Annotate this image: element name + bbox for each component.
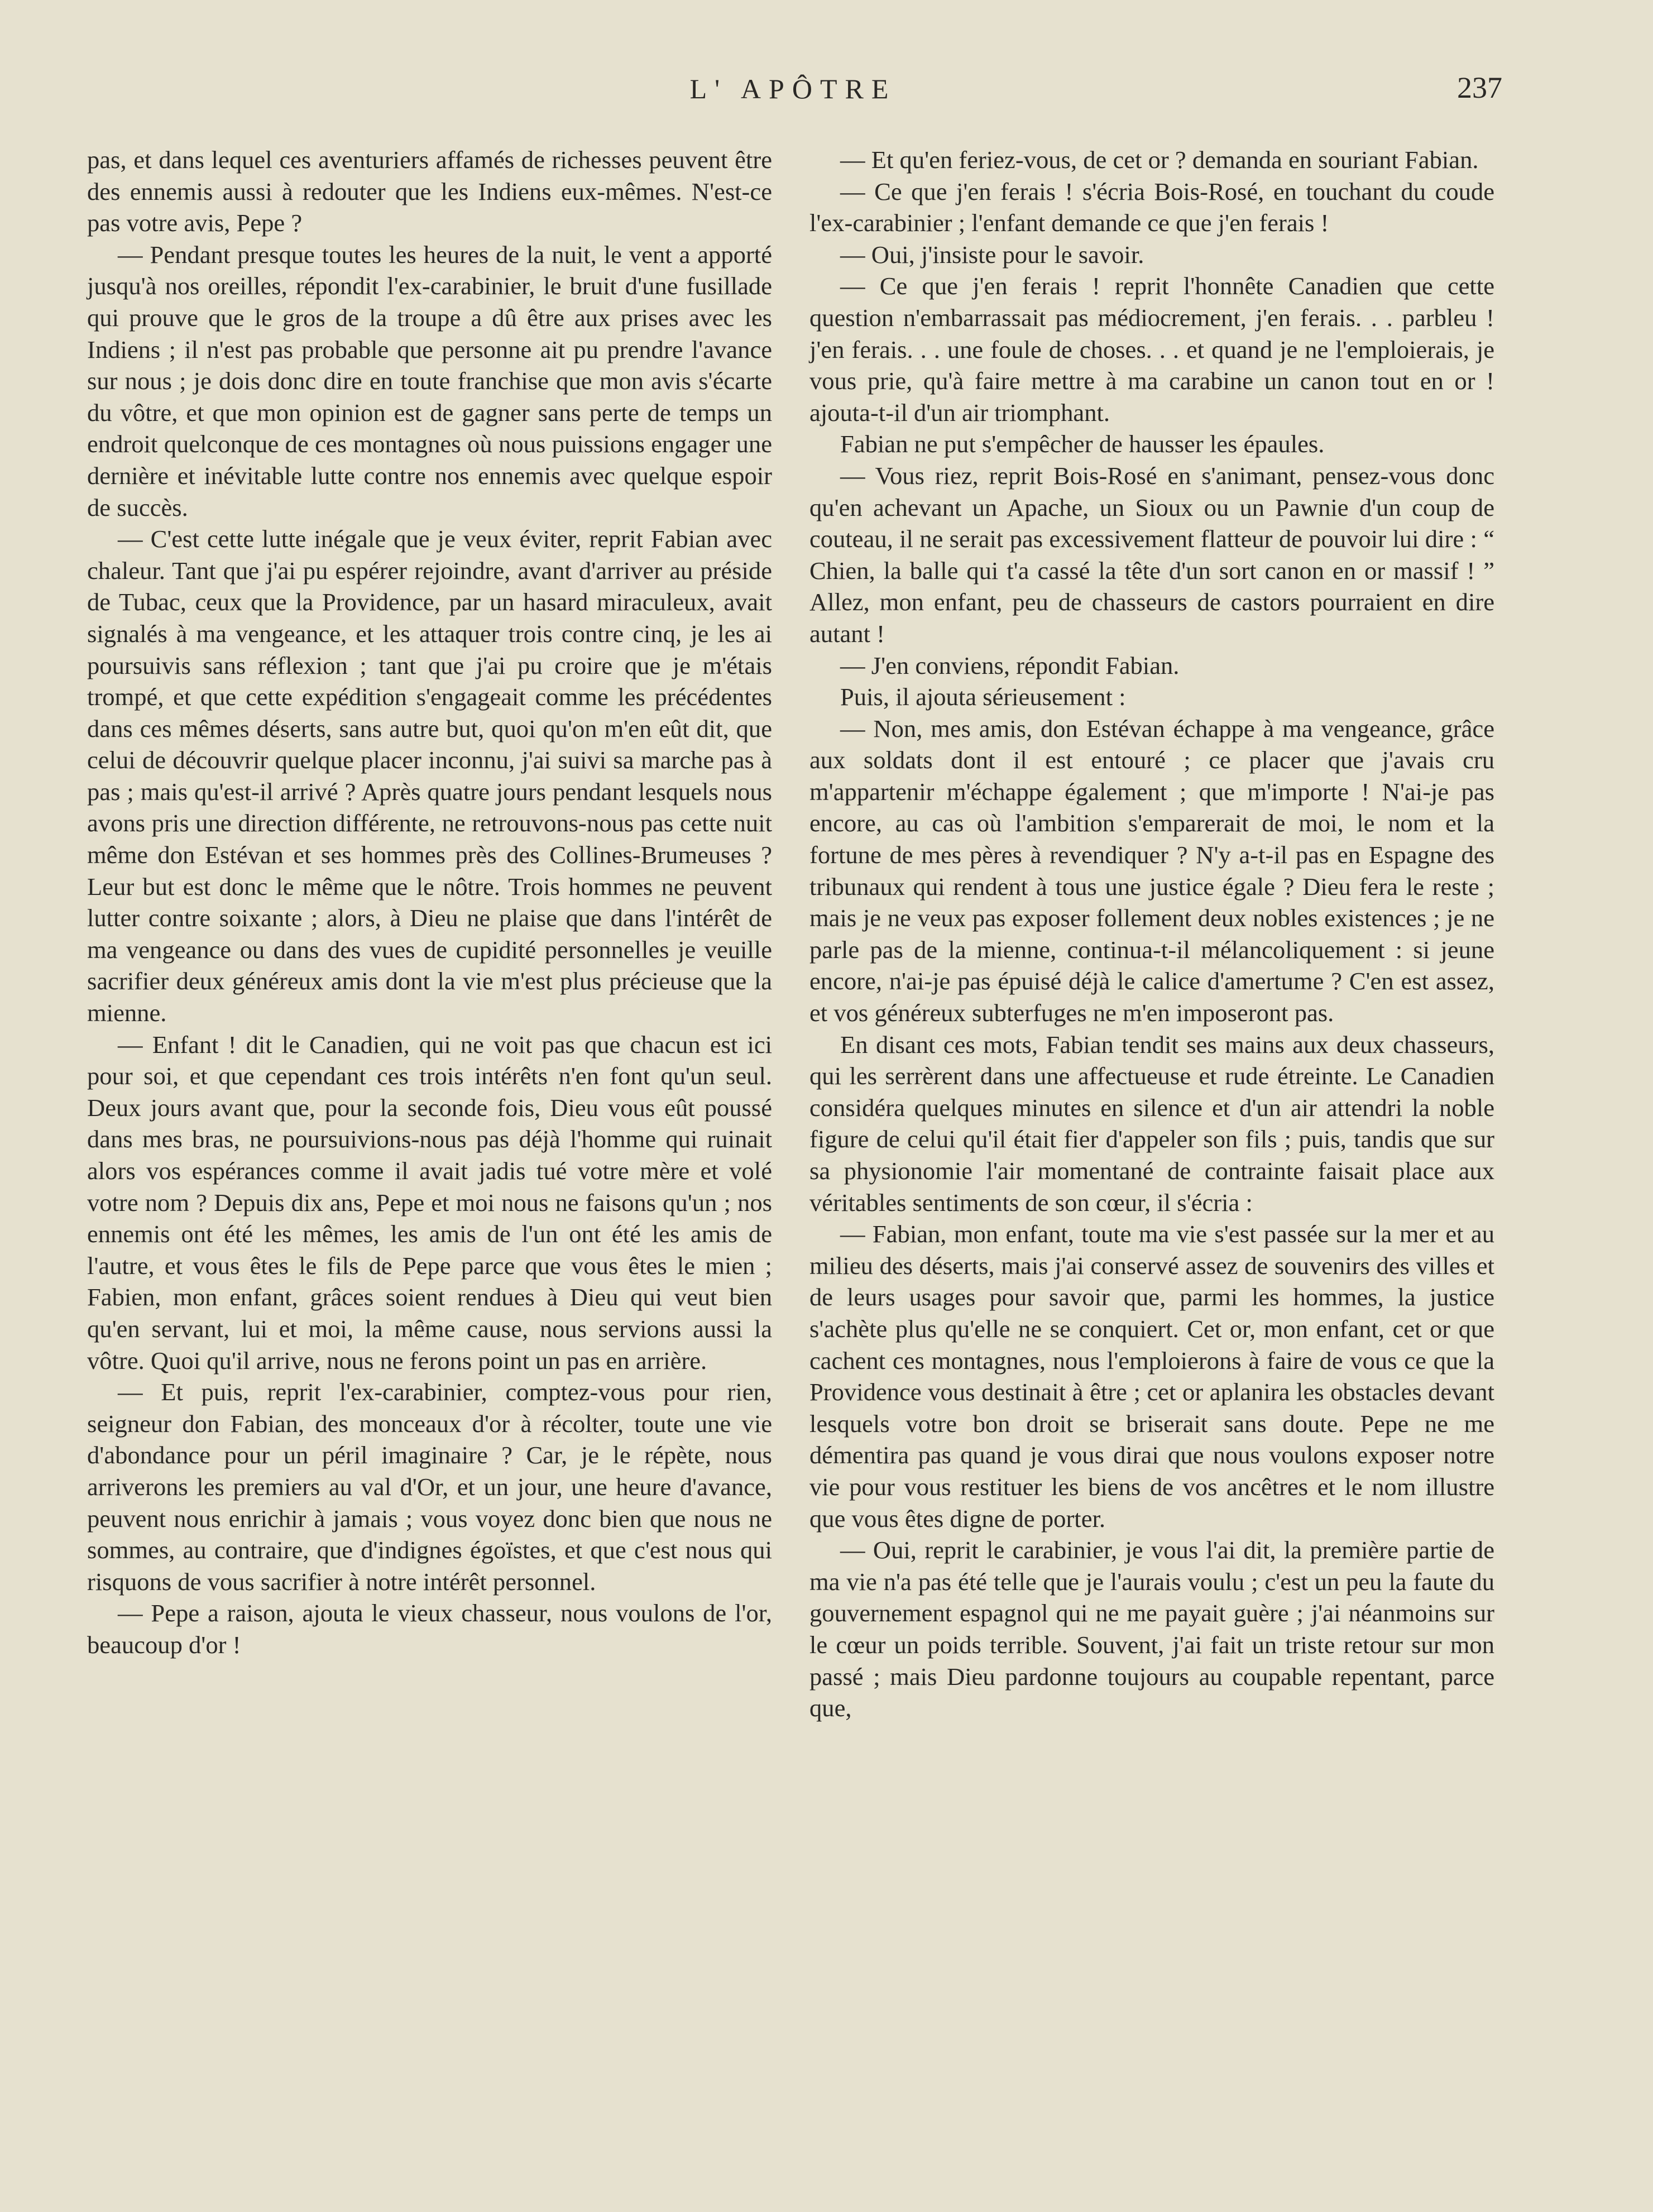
paragraph: — Pendant presque toutes les heures de la nuit, le vent a apporté jusqu'à nos oreilles, répondit l'ex-carabinier, le bruit d'une fusillade qui prouve que le gros de la troupe a dû être aux prises avec les Indiens ; il n'est pas probable que personne ait pu prendre l'avance sur nous ; je dois donc dire en toute franchise que mon avis s'écarte du vôtre, et que mon opinion est de gagner sans perte de temps un endroit quelconque de ces montagnes où nous puissions engager une dernière et inévitable lutte contre nos ennemis avec quelque espoir de succès. xyxy=(87,240,772,521)
paragraph: — Et qu'en feriez-vous, de cet or ? demanda en souriant Fabian. xyxy=(840,146,1479,174)
paragraph: — Pepe a raison, ajouta le vieux chasseur, nous voulons de l'or, beaucoup d'or ! xyxy=(87,1599,772,1659)
paragraph: — Oui, reprit le carabinier, je vous l'ai dit, la première partie de ma vie n'a pas été telle que je l'aurais voulu ; c'est un peu la faute du gouvernement espagnol qui ne me payait guère ; j'ai néanmoins sur le cœur un poids terrible. Souvent, j'ai fait un triste retour sur mon passé ; mais Dieu pardonne toujours au coupable repentant, parce que, xyxy=(809,1536,1494,1722)
running-title: L' APÔTRE xyxy=(689,73,897,104)
paragraph: Fabian ne put s'empêcher de hausser les épaules. xyxy=(840,430,1325,458)
page-number: 237 xyxy=(1457,71,1502,104)
paragraph: pas, et dans lequel ces aventuriers affamés de richesses peuvent être des ennemis aussi à redouter que les Indiens eux-mêmes. N'est-ce pas votre avis, Pepe ? xyxy=(87,146,772,237)
paragraph: En disant ces mots, Fabian tendit ses mains aux deux chasseurs, qui les serrèrent dans une affectueuse et rude étreinte. Le Canadien considéra quelques minutes en silence et d'un air attendri la noble figure de celui qu'il était fier d'appeler son fils ; puis, tandis que sur sa physionomie l'air momentané de contrainte faisait place aux véritables sentiments de son cœur, il s'écria : xyxy=(809,1030,1494,1217)
paragraph: — C'est cette lutte inégale que je veux éviter, reprit Fabian avec chaleur. Tant que j'ai pu espérer rejoindre, avant d'arriver au préside de Tubac, ceux que la Providence, par un hasard miraculeux, avait signalés à ma vengeance, et les attaquer trois contre cinq, je les ai poursuivis sans réflexion ; tant que j'ai pu croire que je m'étais trompé, et que cette expédition s'engageait comme les précédentes dans ces mêmes déserts, sans autre but, quoi qu'on m'en eût dit, que celui de découvrir quelque placer inconnu, j'ai suivi sa marche pas à pas ; mais qu'est-il arrivé ? Après quatre jours pendant lesquels nous avons pris une direction différente, ne retrouvons-nous pas cette nuit même don Estévan et ses hommes près des Collines-Brumeuses ? Leur but est donc le même que le nôtre. Trois hommes ne peuvent lutter contre soixante ; alors, à Dieu ne plaise que dans l'intérêt de ma vengeance ou dans des vues de cupidité personnelles je veuille sacrifier deux généreux amis dont la vie m'est plus précieuse que la mienne. xyxy=(87,525,772,1027)
paragraph: — Fabian, mon enfant, toute ma vie s'est passée sur la mer et au milieu des déserts, mais j'ai conservé assez de souvenirs des villes et de leurs usages pour savoir que, parmi les hommes, la justice s'achète plus qu'elle ne se conquiert. Cet or, mon enfant, cet or que cachent ces montagnes, nous l'emploierons à faire de vous ce que la Providence vous destinait à être ; cet or aplanira les obstacles devant lesquels votre bon droit se briserait sans doute. Pepe ne me démentira pas quand je vous dirai que nous voulons exposer notre vie pour vous restituer les biens de vos ancêtres et le nom illustre que vous êtes digne de porter. xyxy=(809,1220,1494,1533)
paragraph: — Oui, j'insiste pour le savoir. xyxy=(840,240,1144,269)
paragraph: — Et puis, reprit l'ex-carabinier, comptez-vous pour rien, seigneur don Fabian, des monceaux d'or à récolter, toute une vie d'abondance pour un péril imaginaire ? Car, je le répète, nous arriverons les premiers au val d'Or, et un jour, une heure d'avance, peuvent nous enrichir à jamais ; vous voyez donc bien que nous ne sommes, au contraire, que d'indignes égoïstes, et que c'est nous qui risquons de vous sacrifier à notre intérêt personnel. xyxy=(87,1378,772,1596)
paragraph: — Ce que j'en ferais ! s'écria Bois-Rosé, en touchant du coude l'ex-carabinier ; l'enfant demande ce que j'en ferais ! xyxy=(809,177,1494,237)
page-header xyxy=(84,66,1502,116)
left-text-column xyxy=(87,144,772,1661)
paragraph: — Non, mes amis, don Estévan échappe à ma vengeance, grâce aux soldats dont il est entouré ; ce placer que j'avais cru m'appartenir m'échappe également ; que m'importe ! N'ai-je pas encore, au cas où l'ambition s'emparerait de moi, le nom et la fortune de mes pères à revendiquer ? N'y a-t-il pas en Espagne des tribunaux qui rendent à tous une justice égale ? Dieu fera le reste ; mais je ne veux pas exposer follement deux nobles existences ; je ne parle pas de la mienne, continua-t-il mélancoliquement : si jeune encore, n'ai-je pas épuisé déjà le calice d'amertume ? C'en est assez, et vos généreux subterfuges ne m'en imposeront pas. xyxy=(809,714,1494,1027)
paragraph: — Vous riez, reprit Bois-Rosé en s'animant, pensez-vous donc qu'en achevant un Apache, un Sioux ou un Pawnie d'un coup de couteau, il ne serait pas excessivement flatteur de pouvoir lui dire : “ Chien, la balle qui t'a cassé la tête d'un sort canon en or massif ! ” Allez, mon enfant, peu de chasseurs de castors pourraient en dire autant ! xyxy=(809,461,1494,648)
paragraph: Puis, il ajouta sérieusement : xyxy=(840,683,1126,711)
paragraph: — Ce que j'en ferais ! reprit l'honnête Canadien que cette question n'embarrassait pas médiocrement, j'en ferais. . . parbleu ! j'en ferais. . . une foule de choses. . . et quand je ne l'emploierais, je vous prie, qu'à faire mettre à ma carabine un canon tout en or ! ajouta-t-il d'un air triomphant. xyxy=(809,272,1494,427)
right-text-column xyxy=(809,144,1494,1724)
paragraph: — Enfant ! dit le Canadien, qui ne voit pas que chacun est ici pour soi, et que cependant ces trois intérêts n'en font qu'un seul. Deux jours avant que, pour la seconde fois, Dieu vous eût poussé dans mes bras, ne poursuivions-nous pas déjà l'homme qui ruinait alors vos espérances comme il avait jadis tué votre mère et volé votre nom ? Depuis dix ans, Pepe et moi nous ne faisons qu'un ; nos ennemis ont été les mêmes, les amis de l'un ont été les amis de l'autre, et vous êtes le fils de Pepe parce que vous êtes le mien ; Fabien, mon enfant, grâces soient rendues à Dieu qui veut bien qu'en servant, lui et moi, la même cause, nous servions aussi la vôtre. Quoi qu'il arrive, nous ne ferons point un pas en arrière. xyxy=(87,1030,772,1375)
paragraph: — J'en conviens, répondit Fabian. xyxy=(840,651,1180,679)
